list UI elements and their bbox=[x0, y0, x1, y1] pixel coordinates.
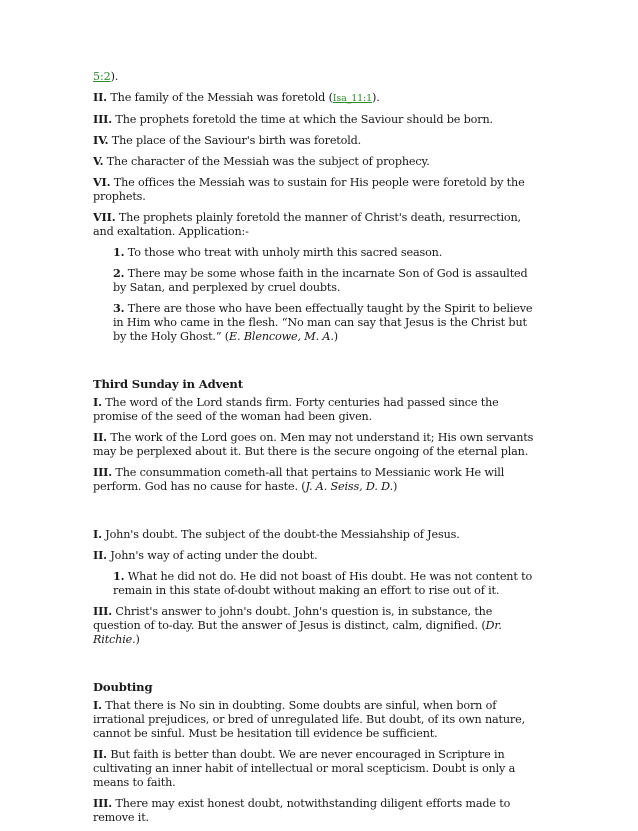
doubting-point-3: III. There may exist honest doubt, notwithstanding diligent efforts made to remove it. bbox=[93, 796, 511, 824]
messiah-point-3: III. The prophets foretold the time at which the Saviour should be born. bbox=[93, 112, 493, 126]
advent-point-1: I. The word of the Lord stands firm. Forty centuries had passed since the promise of the seed of the woman had been given. bbox=[93, 395, 499, 423]
section-heading-doubting: Doubting bbox=[93, 680, 153, 694]
john-subpoint-1: 1. What he did not do. He did not boast of His doubt. He was not content to remain in this state of-doubt without making an effort to rise out of it. bbox=[113, 569, 533, 597]
john-point-1: I. John's doubt. The subject of the doubt-the Messiahship of Jesus. bbox=[93, 527, 460, 541]
messiah-point-7: VII. The prophets plainly foretold the manner of Christ's death, resurrection, and exaltation. Application:- bbox=[93, 210, 521, 238]
page-content bbox=[93, 70, 543, 831]
section-heading-advent: Third Sunday in Advent bbox=[93, 377, 243, 391]
application-point-3: 3. There are those who have been effectually taught by the Spirit to believe in Him who came in the flesh. “No man can say that Jesus is the Christ but by the Holy Ghost.” (E. Blencowe, M. A.) bbox=[113, 301, 533, 343]
intro-line: 5:2). bbox=[93, 70, 119, 83]
citation: E. Blencowe, M. A. bbox=[229, 330, 334, 343]
application-point-1: 1. To those who treat with unholy mirth this sacred season. bbox=[113, 245, 443, 259]
scripture-link[interactable]: Isa_11:1 bbox=[332, 93, 372, 104]
messiah-point-4: IV. The place of the Saviour's birth was foretold. bbox=[93, 133, 362, 147]
advent-point-3: III. The consummation cometh-all that pertains to Messianic work He will perform. God has no cause for haste. (J. A. Seiss, D. D.) bbox=[93, 465, 505, 493]
citation: Dr. Ritchie. bbox=[93, 619, 502, 646]
citation: J. A. Seiss, D. D. bbox=[305, 480, 393, 493]
messiah-point-5: V. The character of the Messiah was the subject of prophecy. bbox=[93, 154, 430, 168]
doubting-point-1: I. That there is No sin in doubting. Some doubts are sinful, when born of irrational prejudices, or bred of unregulated life. But doubt, of its own nature, cannot be sinful. Must be hesitation till evidence be sufficient. bbox=[93, 698, 526, 740]
advent-point-2: II. The work of the Lord goes on. Men may not understand it; His own servants may be perplexed about it. But there is the secure ongoing of the eternal plan. bbox=[93, 430, 534, 458]
john-point-3: III. Christ's answer to john's doubt. John's question is, in substance, the question of to-day. But the answer of Jesus is distinct, calm, dignified. (Dr. Ritchie.) bbox=[93, 604, 502, 646]
scripture-link[interactable]: 5:2 bbox=[93, 70, 111, 83]
john-point-2: II. John's way of acting under the doubt. bbox=[93, 548, 318, 562]
messiah-point-2: II. The family of the Messiah was foretold (Isa_11:1). bbox=[93, 90, 380, 104]
application-point-2: 2. There may be some whose faith in the incarnate Son of God is assaulted by Satan, and perplexed by cruel doubts. bbox=[113, 266, 528, 294]
doubting-point-2: II. But faith is better than doubt. We are never encouraged in Scripture in cultivating an inner habit of intellectual or moral scepticism. Doubt is only a means to faith. bbox=[93, 747, 516, 789]
messiah-point-6: VI. The offices the Messiah was to sustain for His people were foretold by the prophets. bbox=[93, 175, 525, 203]
